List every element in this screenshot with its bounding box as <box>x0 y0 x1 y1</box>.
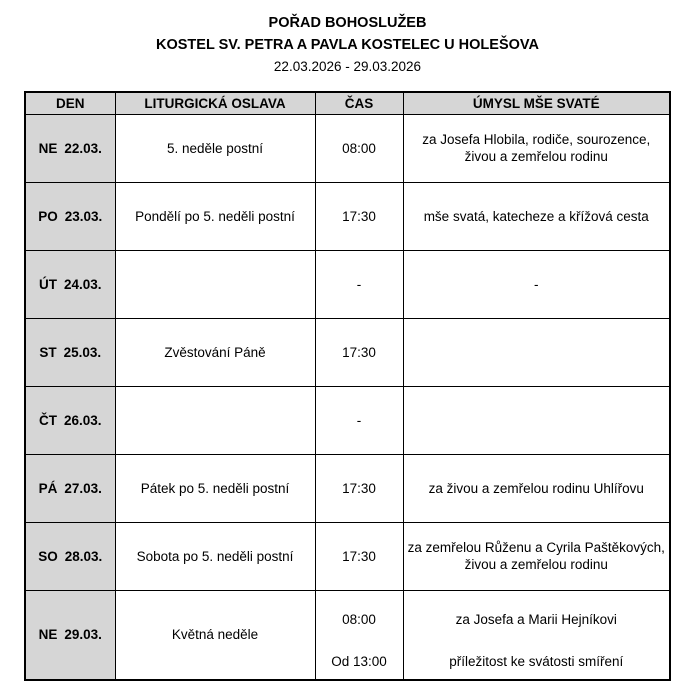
table-row <box>25 522 670 590</box>
day-date: 23.03. <box>64 208 103 224</box>
intention-entry-afternoon: příležitost ke svátosti smíření <box>449 654 624 669</box>
celebration-cell: Pondělí po 5. neděli postní <box>115 182 315 250</box>
intention-cell <box>403 590 670 680</box>
celebration-cell: Zvěstování Páně <box>115 318 315 386</box>
celebration-cell <box>115 250 315 318</box>
day-date: 22.03. <box>64 140 102 156</box>
table-row <box>25 318 670 386</box>
day-date: 25.03. <box>63 344 102 360</box>
church-name: KOSTEL SV. PETRA A PAVLA KOSTELEC U HOLEŠOVA <box>156 37 539 53</box>
day-label <box>30 549 111 564</box>
intention-cell: za Josefa Hlobila, rodiče, sourozence, živou a zemřelou rodinu <box>403 114 670 182</box>
table-row <box>25 386 670 454</box>
time-entry-afternoon: Od 13:00 <box>331 654 387 669</box>
day-abbr: SO <box>38 548 58 564</box>
day-abbr: PÁ <box>38 480 58 496</box>
day-label <box>30 627 111 642</box>
day-label <box>30 481 111 496</box>
column-header-intention: ÚMYSL MŠE SVATÉ <box>403 92 670 114</box>
celebration-cell: Pátek po 5. neděli postní <box>115 454 315 522</box>
table-row <box>25 590 670 680</box>
day-cell <box>25 318 115 386</box>
intention-cell: - <box>403 250 670 318</box>
day-cell <box>25 182 115 250</box>
time-cell: 17:30 <box>315 318 403 386</box>
day-label <box>30 345 111 360</box>
table-header-row <box>25 92 670 114</box>
document-title: POŘAD BOHOSLUŽEB <box>268 15 427 31</box>
intention-cell: mše svatá, katecheze a křížová cesta <box>403 182 670 250</box>
column-header-time: ČAS <box>315 92 403 114</box>
date-range: 22.03.2026 - 29.03.2026 <box>273 59 422 74</box>
day-cell <box>25 454 115 522</box>
table-row <box>25 250 670 318</box>
day-date: 29.03. <box>64 627 102 642</box>
day-date: 26.03. <box>63 412 102 428</box>
day-abbr: NE <box>38 140 58 156</box>
intention-entry-morning: za Josefa a Marii Hejníkovi <box>455 612 617 627</box>
schedule-table <box>24 91 671 681</box>
day-date: 24.03. <box>63 276 102 292</box>
day-abbr: ÚT <box>38 276 57 292</box>
column-header-day: DEN <box>25 92 115 114</box>
intention-cell: za zemřelou Růženu a Cyrila Paštěkových, živou a zemřelou rodinu <box>403 522 670 590</box>
day-abbr: ČT <box>38 412 57 428</box>
day-abbr: PO <box>38 208 58 224</box>
time-cell: - <box>315 386 403 454</box>
day-label <box>30 209 111 224</box>
time-cell: 08:00 <box>315 114 403 182</box>
time-cell: 17:30 <box>315 454 403 522</box>
document-header <box>0 0 695 78</box>
celebration-cell: Sobota po 5. neděli postní <box>115 522 315 590</box>
celebration-cell <box>115 386 315 454</box>
table-row <box>25 454 670 522</box>
intention-stack <box>408 593 666 677</box>
day-abbr: NE <box>38 627 58 642</box>
day-cell <box>25 522 115 590</box>
day-label <box>30 413 111 428</box>
day-date: 27.03. <box>64 480 102 496</box>
day-label <box>30 277 111 292</box>
time-cell <box>315 590 403 680</box>
day-label <box>30 141 111 156</box>
intention-cell: za živou a zemřelou rodinu Uhlířovu <box>403 454 670 522</box>
day-cell <box>25 590 115 680</box>
day-cell <box>25 114 115 182</box>
time-cell: 17:30 <box>315 182 403 250</box>
intention-cell <box>403 318 670 386</box>
time-stack <box>320 593 399 677</box>
day-cell <box>25 250 115 318</box>
table-row <box>25 182 670 250</box>
time-cell: - <box>315 250 403 318</box>
day-abbr: ST <box>39 344 57 360</box>
day-date: 28.03. <box>64 548 103 564</box>
column-header-celebration: LITURGICKÁ OSLAVA <box>115 92 315 114</box>
day-cell <box>25 386 115 454</box>
celebration-cell: 5. neděle postní <box>115 114 315 182</box>
time-cell: 17:30 <box>315 522 403 590</box>
time-entry-morning: 08:00 <box>342 612 376 627</box>
intention-cell <box>403 386 670 454</box>
table-row <box>25 114 670 182</box>
celebration-cell: Květná neděle <box>115 590 315 680</box>
